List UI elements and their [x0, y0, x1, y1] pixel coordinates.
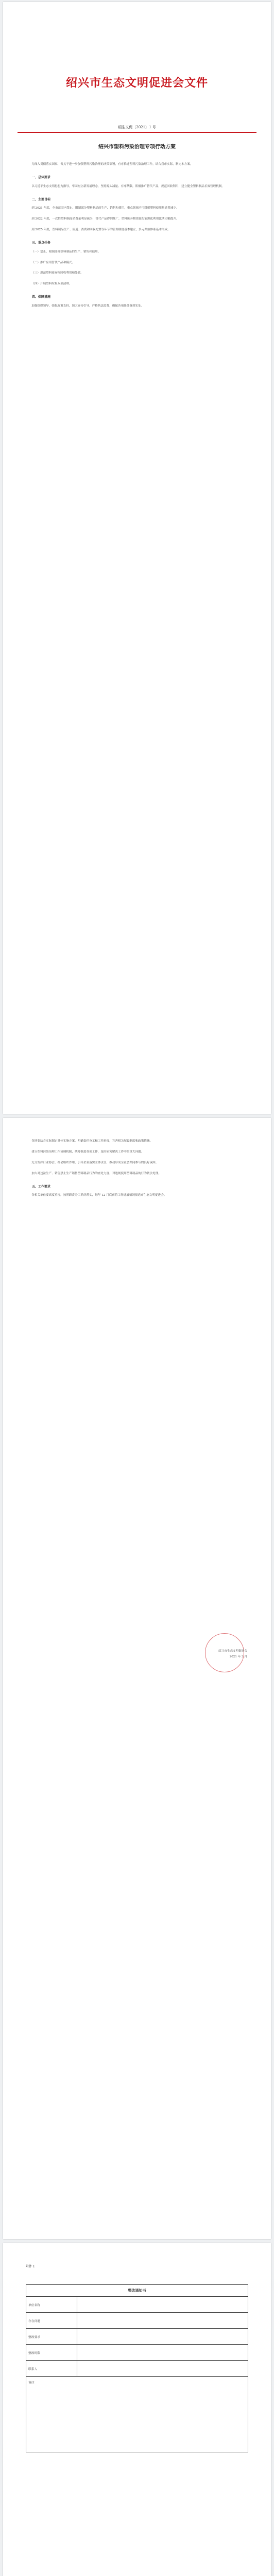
paragraph: 建立塑料污染治理工作协调机制，统筹推进各项工作，及时研究解决工作中的重大问题。	[31, 1150, 144, 1154]
table-cell: 单位名称	[26, 2297, 77, 2313]
section-heading: 二、主要目标	[32, 197, 51, 201]
red-divider-line	[18, 132, 256, 133]
paragraph: 到 2022 年底，一次性塑料制品消费量明显减少，替代产品得到推广，塑料废弃物资源化能源化利用比例大幅提升。	[31, 217, 179, 221]
table-cell	[77, 2297, 248, 2313]
paragraph: 各地要结合实际制定具体实施方案，明确责任分工和工作进度，完善相关配套制度和政策措施。	[31, 1140, 153, 1143]
section-heading: 一、总体要求	[32, 175, 51, 179]
document-body	[26, 1139, 248, 1204]
document-number: 绍生文促〔2021〕1 号	[118, 125, 156, 129]
document-header-title: 绍兴市生态文明促进会文件	[65, 76, 208, 90]
paragraph: （一）禁止、限制部分塑料制品的生产、销售和使用。	[31, 250, 101, 253]
table-row	[26, 2313, 248, 2329]
document-page-1	[3, 2, 271, 1114]
table-cell: 联系人	[26, 2361, 77, 2377]
table-title: 整改通知书	[26, 2285, 248, 2297]
table-cell	[77, 2329, 248, 2345]
document-body	[26, 162, 248, 314]
document-page-3	[3, 2243, 271, 2576]
table-row	[26, 2329, 248, 2345]
paragraph: 为深入贯彻落实国家、省关于进一步加强塑料污染治理的决策部署，有序推进塑料污染治理工作，结合我市实际，制定本方案。	[31, 163, 193, 166]
table-row	[26, 2361, 248, 2377]
table-cell	[77, 2313, 248, 2329]
table-row	[26, 2297, 248, 2313]
table-cell: 整改要求	[26, 2329, 77, 2345]
paragraph: 到 2025 年底，塑料制品生产、流通、消费和回收处置等环节的管理制度基本建立，多元共治体系基本形成。	[31, 228, 170, 231]
section-heading: 四、保障措施	[32, 295, 51, 299]
notice-form-table	[26, 2284, 248, 2452]
paragraph: 加大对违法生产、销售禁止生产销售塑料制品行为的查处力度，对违规使用塑料制品的行为依法处理。	[31, 1172, 161, 1175]
paragraph: 以习近平生态文明思想为指导，牢固树立新发展理念，坚持源头减量、有序禁限，积极推广替代产品，规范回收利用，建立健全塑料制品长效管理机制。	[31, 184, 225, 188]
table-row	[26, 2345, 248, 2361]
table-cell: 整改时限	[26, 2345, 77, 2361]
paragraph: （四）开展塑料垃圾专项清理。	[31, 282, 72, 286]
paragraph: 到 2021 年底，全市范围内禁止、限制部分塑料制品的生产、销售和使用，重点领域不可降解塑料使用量显著减少。	[31, 207, 179, 210]
table-cell	[77, 2361, 248, 2377]
signature-org: 绍兴市生态文明促进会	[218, 1650, 247, 1653]
paragraph: 加强组织领导，强化政策支持，加大宣传引导，严格执法监督，确保各项任务落到实处。	[31, 304, 144, 308]
signature-date: 2021 年 3 月	[229, 1655, 247, 1658]
table-cell	[77, 2345, 248, 2361]
paragraph: 各相关单位要高度重视，按照职责分工抓好落实，每年 12 月底前将工作进展情况报送市生态文明促进会。	[31, 1194, 167, 1197]
section-heading: 五、工作要求	[32, 1184, 51, 1189]
paragraph: （三）规范塑料废弃物回收利用和处置。	[31, 272, 83, 275]
table-row	[26, 2377, 248, 2452]
document-page-2	[3, 1118, 271, 2239]
attachment-label: 附件 1	[26, 2265, 35, 2268]
table-cell: 存在问题	[26, 2313, 77, 2329]
section-heading: 三、重点任务	[32, 241, 51, 245]
paragraph: 充分发挥行业协会、社会组织作用，引导企业落实主体责任，推动形成全社会共同参与的良好氛围。	[31, 1161, 159, 1164]
signature-block	[218, 1649, 247, 1659]
table-cell: 备注	[26, 2377, 248, 2452]
document-title: 绍兴市塑料污染治理专项行动方案	[98, 144, 176, 150]
paragraph: （二）推广应用替代产品和模式。	[31, 261, 75, 264]
